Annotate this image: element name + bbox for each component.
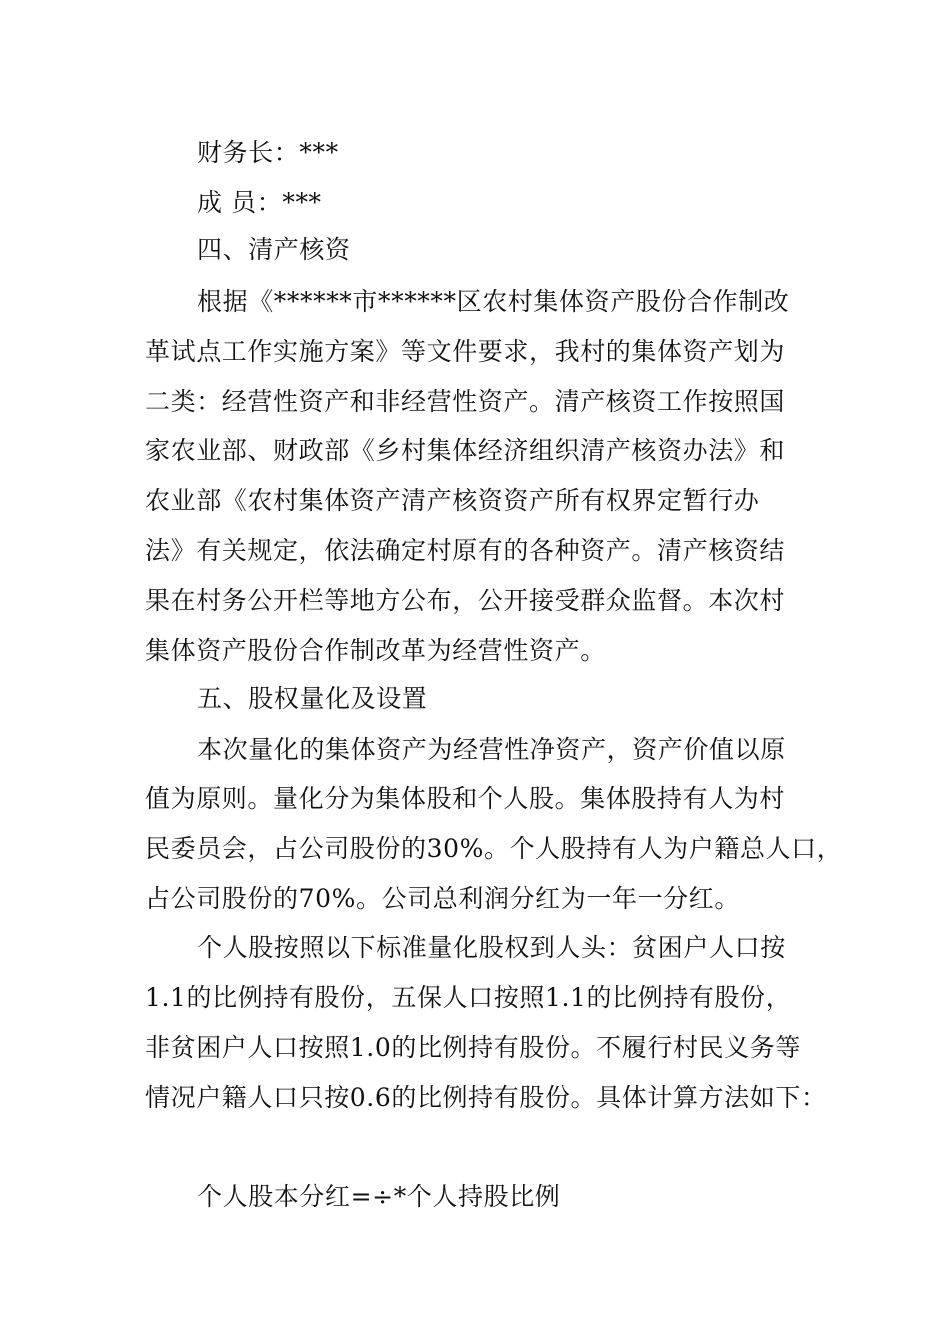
paragraph-line: 根据《******市******区农村集体资产股份合作制改 (197, 287, 790, 316)
paragraph-line: 个人股按照以下标准量化股权到人头：贫困户人口按 (197, 933, 786, 962)
paragraph-line: 情况户籍人口只按0.6的比例持有股份。具体计算方法如下： (145, 1083, 827, 1112)
paragraph-line: 革试点工作实施方案》等文件要求，我村的集体资产划为 (145, 337, 786, 366)
section-heading-5: 五、股权量化及设置 (197, 684, 428, 713)
paragraph-line: 1.1的比例持有股份，五保人口按照1.1的比例持有股份， (145, 983, 792, 1012)
paragraph-line: 民委员会，占公司股份的30%。个人股持有人为户籍总人口， (145, 834, 843, 863)
paragraph-line: 占公司股份的70%。公司总利润分红为一年一分红。 (145, 884, 740, 913)
section-heading-4: 四、清产核资 (197, 235, 351, 264)
paragraph-line: 值为原则。量化分为集体股和个人股。集体股持有人为村 (145, 784, 786, 813)
finance-head-line: 财务长：*** (197, 138, 339, 167)
paragraph-line: 农业部《农村集体资产清产核资资产所有权界定暂行办 (145, 486, 760, 515)
formula-line: 个人股本分红=÷*个人持股比例 (197, 1182, 561, 1211)
paragraph-line: 非贫困户人口按照1.0的比例持有股份。不履行村民义务等 (145, 1033, 801, 1062)
members-line: 成 员：*** (197, 188, 322, 217)
paragraph-line: 法》有关规定，依法确定村原有的各种资产。清产核资结 (145, 536, 786, 565)
paragraph-line: 本次量化的集体资产为经营性净资产，资产价值以原 (197, 735, 786, 764)
paragraph-line: 果在村务公开栏等地方公布，公开接受群众监督。本次村 (145, 586, 786, 615)
paragraph-line: 二类：经营性资产和非经营性资产。清产核资工作按照国 (145, 387, 786, 416)
paragraph-line: 集体资产股份合作制改革为经营性资产。 (145, 636, 606, 665)
paragraph-line: 家农业部、财政部《乡村集体经济组织清产核资办法》和 (145, 436, 786, 465)
